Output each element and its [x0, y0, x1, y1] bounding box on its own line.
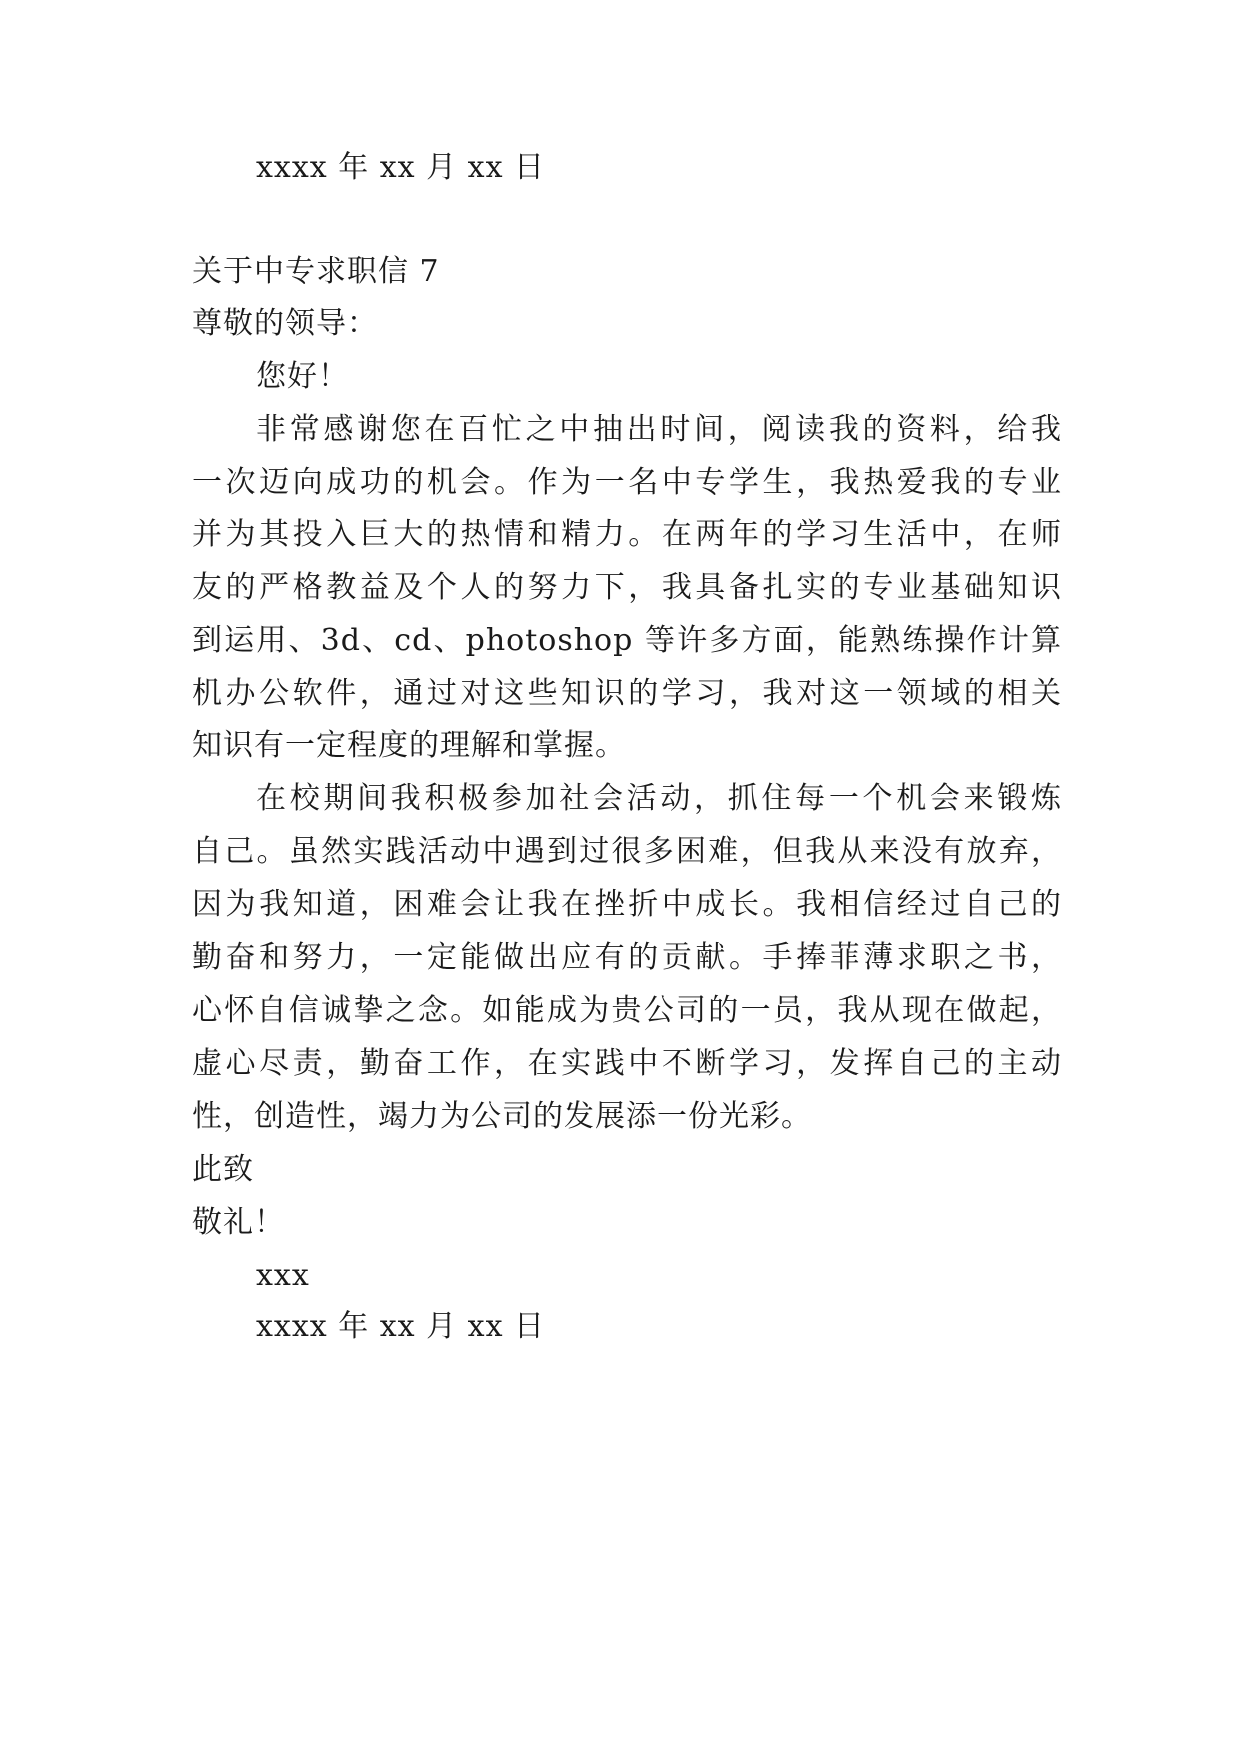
paragraph-2-line-4: 勤奋和努力，一定能做出应有的贡献。手捧菲薄求职之书， [192, 940, 1062, 975]
paragraph-2-line-6: 虚心尽责，勤奋工作，在实践中不断学习，发挥自己的主动 [192, 1046, 1062, 1081]
paragraph-2-line-5: 心怀自信诚挚之念。如能成为贵公司的一员，我从现在做起， [192, 993, 1062, 1028]
greeting: 您好！ [256, 359, 349, 394]
paragraph-1-line-1: 非常感谢您在百忙之中抽出时间，阅读我的资料，给我 [256, 412, 1062, 447]
signature: xxx [256, 1258, 310, 1293]
salutation: 尊敬的领导： [192, 306, 378, 341]
paragraph-2-line-3: 因为我知道，困难会让我在挫折中成长。我相信经过自己的 [192, 887, 1062, 922]
bottom-date: xxxx 年 xx 月 xx 日 [256, 1309, 546, 1344]
paragraph-1-line-4: 友的严格教益及个人的努力下，我具备扎实的专业基础知识 [192, 570, 1062, 605]
closing-line-1: 此致 [192, 1152, 254, 1187]
top-date: xxxx 年 xx 月 xx 日 [256, 150, 546, 185]
paragraph-2-line-2: 自己。虽然实践活动中遇到过很多困难，但我从来没有放弃， [192, 834, 1062, 869]
paragraph-1-line-2: 一次迈向成功的机会。作为一名中专学生，我热爱我的专业 [192, 465, 1062, 500]
paragraph-1-line-3: 并为其投入巨大的热情和精力。在两年的学习生活中，在师 [192, 517, 1062, 552]
paragraph-1-line-5: 到运用、3d、cd、photoshop 等许多方面，能熟练操作计算 [192, 623, 1062, 658]
closing-line-2: 敬礼！ [192, 1205, 285, 1240]
paragraph-1-line-6: 机办公软件，通过对这些知识的学习，我对这一领域的相关 [192, 676, 1062, 711]
paragraph-1-line-7: 知识有一定程度的理解和掌握。 [192, 728, 626, 763]
letter-title: 关于中专求职信 7 [192, 254, 440, 289]
paragraph-2-line-7: 性，创造性，竭力为公司的发展添一份光彩。 [192, 1099, 812, 1134]
paragraph-2-line-1: 在校期间我积极参加社会活动，抓住每一个机会来锻炼 [256, 781, 1062, 816]
